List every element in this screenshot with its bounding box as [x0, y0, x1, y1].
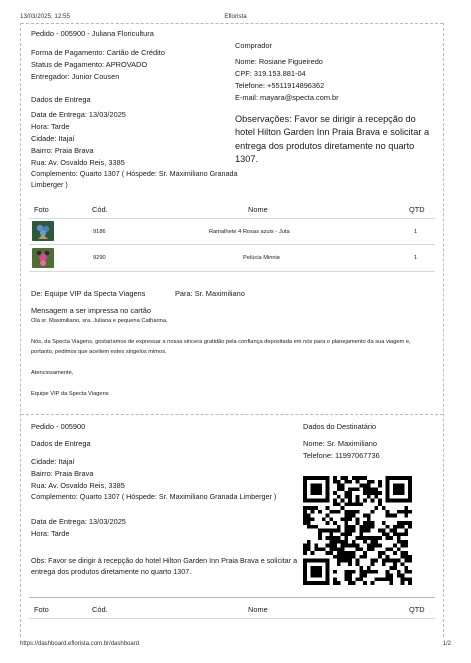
- delivery-district: Bairro: Praia Brava: [31, 146, 94, 155]
- product-code: 9290: [93, 255, 106, 261]
- courier: Entregador: Junior Cousen: [31, 72, 120, 81]
- buyer-name: Nome: Rosiane Figueiredo: [235, 57, 323, 66]
- card-body: Nós, da Specta Viagens, gostaríamos de expressar a nossa sincera gratidão pela confiança depositada em nós para o planejamento da sua viagem e, portanto, pedimos que aceitem estes singelos mimos.: [31, 339, 411, 355]
- card-heading: Mensagem a ser impressa no cartão: [31, 306, 151, 315]
- print-page-number: 1/2: [442, 641, 451, 647]
- row-rule: [29, 271, 435, 272]
- card-closing: Atenciosamente,: [31, 370, 74, 376]
- card-from: De: Equipe VIP da Specta Viagens: [31, 289, 146, 298]
- product-qty: 1: [414, 229, 418, 235]
- card-signature: Equipe VIP da Specta Viagens: [31, 391, 109, 397]
- slip-time: Hora: Tarde: [31, 529, 70, 538]
- buyer-phone: Telefone: +5511914896362: [235, 81, 325, 90]
- middle-cut-line: [21, 414, 443, 415]
- card-greeting: Olá sr. Maximiliano, sra. Juliana e pequena Catharina,: [31, 318, 168, 324]
- delivery-heading: Dados de Entrega: [31, 95, 91, 104]
- slip-street: Rua: Av. Osvaldo Reis, 3385: [31, 481, 125, 490]
- top-cut-line: [21, 23, 443, 24]
- slip-title: Pedido - 005900: [31, 422, 86, 431]
- table-header-rule: [29, 218, 435, 219]
- slip-col-photo: Foto: [34, 605, 49, 614]
- delivery-date: Data de Entrega: 13/03/2025: [31, 110, 126, 119]
- delivery-street: Rua: Av. Osvaldo Reis, 3385: [31, 158, 125, 167]
- recipient-heading: Dados do Destinatário: [303, 422, 377, 431]
- slip-date: Data de Entrega: 13/03/2025: [31, 517, 126, 526]
- slip-table-header-rule: [29, 618, 435, 619]
- delivery-time: Hora: Tarde: [31, 122, 70, 131]
- row-rule: [29, 244, 435, 245]
- delivery-complement: Complemento: Quarto 1307 ( Hóspede: Sr. Maximiliano Granada Limberger ): [31, 169, 238, 189]
- col-code: Cód.: [92, 205, 108, 214]
- delivery-city: Cidade: Itajaí: [31, 134, 75, 143]
- print-site-title: Eflorista: [224, 13, 247, 20]
- slip-delivery-heading: Dados de Entrega: [31, 439, 91, 448]
- product-thumbnail: [32, 221, 54, 241]
- order-sheet: [20, 23, 444, 637]
- buyer-heading: Comprador: [235, 41, 272, 50]
- slip-city: Cidade: Itajaí: [31, 457, 75, 466]
- print-url: https://dashboard.eflorista.com.br/dashboard: [20, 641, 140, 647]
- recipient-phone: Telefone: 11997067736: [303, 451, 380, 460]
- product-qty: 1: [414, 255, 418, 261]
- col-photo: Foto: [34, 205, 49, 214]
- qr-code: [303, 475, 412, 586]
- slip-col-qty: QTD: [409, 605, 425, 614]
- print-datetime: 13/03/2025, 12:55: [20, 13, 70, 20]
- product-name: Ramalhete 4 Rosas azuis - Juta: [209, 229, 290, 235]
- slip-observations: Obs: Favor se dirigir à recepção do hotel Hilton Garden Inn Praia Brava e solicitar a entrega dos produtos diretamente no quarto 1307.: [31, 556, 298, 576]
- product-thumbnail: [32, 248, 54, 268]
- order-title: Pedido - 005900 - Juliana Floricultura: [31, 29, 154, 38]
- product-name: Pelúcia Minnie: [243, 255, 280, 261]
- payment-status: Status de Pagamento: APROVADO: [31, 60, 148, 69]
- product-code: 9186: [93, 229, 106, 235]
- print-header: [20, 13, 451, 23]
- order-observations: Observações: Favor se dirigir à recepção do hotel Hilton Garden Inn Praia Brava e solicitar a entrega dos produtos diretamente no quarto 1307.: [235, 114, 430, 164]
- buyer-cpf: CPF: 319.153.881-04: [235, 69, 306, 78]
- slip-col-name: Nome: [248, 605, 268, 614]
- buyer-email: E-mail: mayara@specta.com.br: [235, 93, 339, 102]
- payment-method: Forma de Pagamento: Cartão de Crédito: [31, 48, 165, 57]
- slip-table-top-rule: [29, 597, 435, 598]
- slip-col-code: Cód.: [92, 605, 108, 614]
- col-qty: QTD: [409, 205, 425, 214]
- card-to: Para: Sr. Maximiliano: [175, 289, 245, 298]
- col-name: Nome: [248, 205, 268, 214]
- recipient-name: Nome: Sr. Maximiliano: [303, 439, 377, 448]
- slip-complement: Complemento: Quarto 1307 ( Hóspede: Sr. Maximiliano Granada Limberger ): [31, 492, 277, 501]
- slip-district: Bairro: Praia Brava: [31, 469, 94, 478]
